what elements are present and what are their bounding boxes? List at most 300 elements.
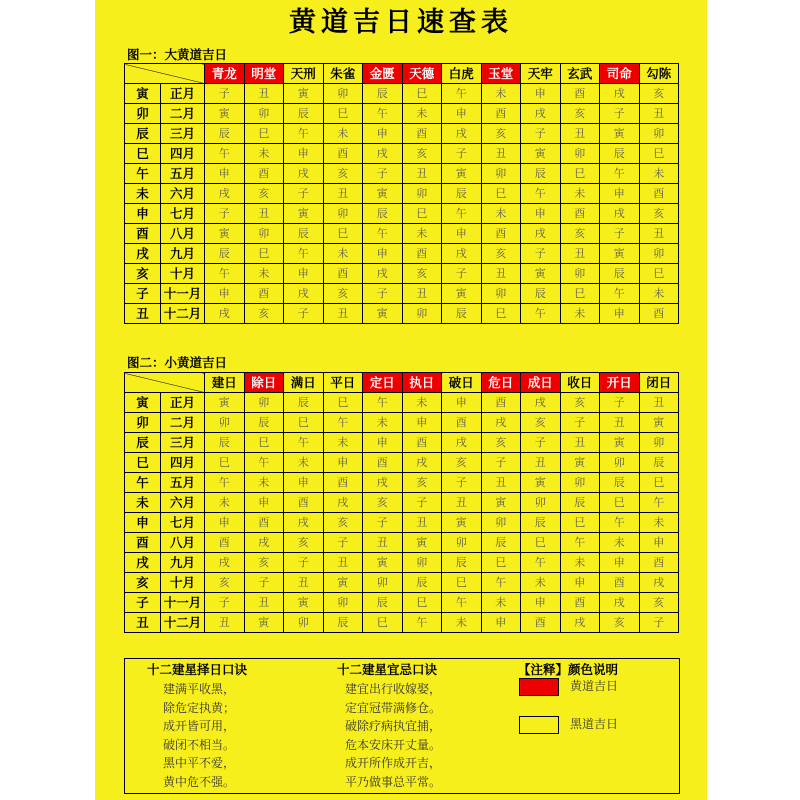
- table-cell: 戌: [521, 224, 561, 244]
- month-cell: 七月: [161, 513, 205, 533]
- column-header: 满日: [284, 373, 324, 393]
- table2-caption: 图二：小黄道吉日: [127, 355, 228, 370]
- branch-cell: 未: [125, 184, 161, 204]
- table-cell: 戌: [560, 613, 600, 633]
- rhyme-line: 破除疗病执宜捕，: [345, 719, 442, 733]
- table-cell: 未: [639, 284, 679, 304]
- month-cell: 六月: [161, 493, 205, 513]
- branch-cell: 丑: [125, 613, 161, 633]
- table-row: [125, 393, 679, 413]
- table-cell: 午: [442, 593, 482, 613]
- table-cell: 卯: [284, 613, 324, 633]
- table-cell: 申: [284, 473, 324, 493]
- table-cell: 子: [521, 124, 561, 144]
- table-cell: 丑: [244, 84, 284, 104]
- table-cell: 子: [205, 593, 245, 613]
- table-cell: 寅: [639, 413, 679, 433]
- table-cell: 亥: [244, 304, 284, 324]
- table-cell: 戌: [600, 593, 640, 613]
- table-cell: 子: [363, 284, 403, 304]
- table-row: [125, 144, 679, 164]
- table-cell: 亥: [205, 573, 245, 593]
- table-cell: 子: [284, 304, 324, 324]
- table-cell: 丑: [244, 593, 284, 613]
- table-cell: 卯: [481, 513, 521, 533]
- table-cell: 寅: [442, 513, 482, 533]
- column-header: 除日: [244, 373, 284, 393]
- branch-cell: 申: [125, 204, 161, 224]
- branch-cell: 午: [125, 473, 161, 493]
- table-cell: 未: [560, 304, 600, 324]
- table-cell: 亥: [442, 453, 482, 473]
- table-cell: 申: [442, 224, 482, 244]
- column-header: 开日: [600, 373, 640, 393]
- table-cell: 午: [363, 393, 403, 413]
- table-cell: 丑: [402, 164, 442, 184]
- table-cell: 亥: [560, 393, 600, 413]
- table-cell: 卯: [244, 104, 284, 124]
- table-cell: 午: [205, 144, 245, 164]
- month-cell: 四月: [161, 453, 205, 473]
- table-cell: 寅: [363, 304, 403, 324]
- table-cell: 丑: [639, 104, 679, 124]
- table-cell: 巳: [639, 264, 679, 284]
- table-cell: 子: [481, 453, 521, 473]
- table-cell: 巳: [244, 433, 284, 453]
- table-row: [125, 244, 679, 264]
- table-cell: 未: [481, 84, 521, 104]
- table-cell: 子: [284, 184, 324, 204]
- table-cell: 午: [521, 304, 561, 324]
- table-cell: 戌: [481, 413, 521, 433]
- table-row: [125, 453, 679, 473]
- table-cell: 子: [244, 573, 284, 593]
- branch-cell: 辰: [125, 433, 161, 453]
- table-cell: 丑: [323, 304, 363, 324]
- month-cell: 五月: [161, 164, 205, 184]
- table-cell: 寅: [442, 164, 482, 184]
- table-cell: 午: [600, 284, 640, 304]
- table-cell: 巳: [560, 164, 600, 184]
- table-cell: 巳: [284, 413, 324, 433]
- table-cell: 子: [402, 493, 442, 513]
- table-cell: 巳: [402, 204, 442, 224]
- month-cell: 六月: [161, 184, 205, 204]
- table-cell: 午: [600, 164, 640, 184]
- table-cell: 丑: [363, 533, 403, 553]
- column-header: 朱雀: [323, 64, 363, 84]
- column-header: 建日: [205, 373, 245, 393]
- table-cell: 辰: [205, 244, 245, 264]
- table-cell: 酉: [639, 553, 679, 573]
- table-cell: 酉: [639, 184, 679, 204]
- month-cell: 二月: [161, 104, 205, 124]
- table-cell: 巳: [363, 613, 403, 633]
- table-row: [125, 473, 679, 493]
- branch-cell: 子: [125, 284, 161, 304]
- table-row: [125, 284, 679, 304]
- table-cell: 戌: [323, 493, 363, 513]
- table-cell: 巳: [205, 453, 245, 473]
- month-cell: 十二月: [161, 304, 205, 324]
- table-cell: 酉: [560, 204, 600, 224]
- table-cell: 寅: [284, 204, 324, 224]
- rhyme-line: 危本安床开丈量。: [345, 737, 442, 752]
- table-cell: 丑: [521, 453, 561, 473]
- table-cell: 巳: [560, 284, 600, 304]
- table-cell: 未: [402, 104, 442, 124]
- table-cell: 亥: [244, 184, 284, 204]
- table-cell: 未: [323, 433, 363, 453]
- table-cell: 丑: [481, 144, 521, 164]
- branch-cell: 卯: [125, 413, 161, 433]
- rhyme2-heading: 十二建星宜忌口诀: [337, 662, 438, 677]
- branch-cell: 寅: [125, 393, 161, 413]
- table-cell: 辰: [284, 393, 324, 413]
- table-cell: 辰: [363, 204, 403, 224]
- table-cell: 丑: [560, 124, 600, 144]
- table-cell: 申: [323, 453, 363, 473]
- table-cell: 丑: [560, 433, 600, 453]
- table-cell: 申: [442, 104, 482, 124]
- legend-swatch-yellow: [519, 716, 559, 734]
- branch-cell: 亥: [125, 573, 161, 593]
- table-cell: 辰: [442, 304, 482, 324]
- table-cell: 子: [521, 244, 561, 264]
- table1-caption: 图一：大黄道吉日: [127, 47, 228, 62]
- column-header: 成日: [521, 373, 561, 393]
- table-cell: 戌: [600, 84, 640, 104]
- table-cell: 酉: [402, 433, 442, 453]
- table-cell: 巳: [481, 304, 521, 324]
- table-cell: 子: [442, 264, 482, 284]
- table-row: [125, 513, 679, 533]
- table-cell: 丑: [205, 613, 245, 633]
- branch-cell: 未: [125, 493, 161, 513]
- table-row: [125, 613, 679, 633]
- header-corner-cell: [125, 64, 205, 84]
- table-cell: 申: [600, 304, 640, 324]
- table-cell: 丑: [600, 413, 640, 433]
- table-cell: 巳: [402, 593, 442, 613]
- table-cell: 亥: [284, 533, 324, 553]
- table-cell: 巳: [600, 493, 640, 513]
- table-cell: 申: [442, 393, 482, 413]
- table-cell: 戌: [402, 453, 442, 473]
- month-cell: 正月: [161, 84, 205, 104]
- table-cell: 辰: [521, 164, 561, 184]
- table-cell: 酉: [402, 124, 442, 144]
- table-cell: 巳: [560, 513, 600, 533]
- table-cell: 丑: [323, 553, 363, 573]
- table-cell: 巳: [521, 533, 561, 553]
- table-row: [125, 593, 679, 613]
- table-cell: 寅: [205, 393, 245, 413]
- branch-cell: 亥: [125, 264, 161, 284]
- table-row: [125, 104, 679, 124]
- rhyme-line: 除危定执黄；: [163, 700, 236, 715]
- column-header: 勾陈: [639, 64, 679, 84]
- table-cell: 卯: [639, 433, 679, 453]
- table-cell: 午: [284, 244, 324, 264]
- table-row: [125, 553, 679, 573]
- table-cell: 亥: [402, 264, 442, 284]
- table-cell: 戌: [639, 573, 679, 593]
- rhyme-line: 定宜冠带满修仓。: [345, 700, 442, 715]
- table-cell: 亥: [481, 433, 521, 453]
- table-cell: 巳: [323, 104, 363, 124]
- table-cell: 巳: [442, 573, 482, 593]
- table-cell: 未: [560, 553, 600, 573]
- table-cell: 丑: [244, 204, 284, 224]
- table-cell: 辰: [284, 224, 324, 244]
- month-cell: 三月: [161, 124, 205, 144]
- branch-cell: 子: [125, 593, 161, 613]
- table-cell: 辰: [442, 553, 482, 573]
- table-cell: 未: [402, 393, 442, 413]
- table-cell: 子: [284, 553, 324, 573]
- table-cell: 亥: [639, 593, 679, 613]
- header-row: [125, 64, 679, 84]
- table-cell: 卯: [560, 264, 600, 284]
- column-header: 天牢: [521, 64, 561, 84]
- table-cell: 辰: [521, 284, 561, 304]
- table-cell: 未: [442, 613, 482, 633]
- table-cell: 辰: [244, 413, 284, 433]
- table-cell: 戌: [521, 393, 561, 413]
- table-cell: 辰: [402, 573, 442, 593]
- table-cell: 辰: [600, 144, 640, 164]
- table-cell: 未: [481, 593, 521, 613]
- table-cell: 卯: [323, 84, 363, 104]
- table-cell: 卯: [481, 164, 521, 184]
- branch-cell: 丑: [125, 304, 161, 324]
- column-header: 明堂: [244, 64, 284, 84]
- table-cell: 巳: [639, 144, 679, 164]
- table-cell: 酉: [639, 304, 679, 324]
- table-cell: 卯: [560, 144, 600, 164]
- column-header: 定日: [363, 373, 403, 393]
- table-cell: 卯: [521, 493, 561, 513]
- table-cell: 亥: [363, 493, 403, 513]
- table-cell: 午: [402, 613, 442, 633]
- table-cell: 子: [323, 533, 363, 553]
- table-cell: 寅: [521, 473, 561, 493]
- table-cell: 亥: [244, 553, 284, 573]
- table-cell: 卯: [205, 413, 245, 433]
- table-cell: 申: [521, 204, 561, 224]
- table-cell: 子: [205, 84, 245, 104]
- table-cell: 戌: [442, 433, 482, 453]
- table-row: [125, 224, 679, 244]
- table-cell: 午: [244, 453, 284, 473]
- table-cell: 子: [600, 104, 640, 124]
- branch-cell: 卯: [125, 104, 161, 124]
- table-cell: 酉: [560, 593, 600, 613]
- table-cell: 午: [521, 184, 561, 204]
- table-cell: 酉: [481, 224, 521, 244]
- table-cell: 卯: [560, 473, 600, 493]
- table-cell: 戌: [521, 104, 561, 124]
- table-cell: 未: [402, 224, 442, 244]
- table-row: [125, 433, 679, 453]
- rhyme-line: 建宜出行收嫁娶，: [345, 682, 442, 696]
- table-cell: 子: [442, 144, 482, 164]
- table-cell: 亥: [323, 164, 363, 184]
- table-cell: 未: [244, 144, 284, 164]
- branch-cell: 酉: [125, 533, 161, 553]
- month-cell: 九月: [161, 244, 205, 264]
- table-row: [125, 184, 679, 204]
- table-cell: 丑: [639, 224, 679, 244]
- table-cell: 寅: [244, 613, 284, 633]
- rhyme-line: 黄中危不强。: [163, 774, 236, 789]
- legend-label-yellow: 黑道吉日: [570, 717, 619, 731]
- table-cell: 亥: [481, 244, 521, 264]
- month-cell: 正月: [161, 393, 205, 413]
- table-cell: 寅: [600, 433, 640, 453]
- table-cell: 未: [560, 184, 600, 204]
- table-cell: 辰: [363, 593, 403, 613]
- table-cell: 申: [402, 413, 442, 433]
- table-cell: 未: [481, 204, 521, 224]
- table-cell: 丑: [639, 393, 679, 413]
- table-cell: 子: [639, 613, 679, 633]
- month-cell: 十一月: [161, 593, 205, 613]
- table-cell: 巳: [402, 84, 442, 104]
- table-cell: 亥: [323, 513, 363, 533]
- table-cell: 酉: [244, 164, 284, 184]
- branch-cell: 酉: [125, 224, 161, 244]
- table-cell: 酉: [402, 244, 442, 264]
- table-cell: 午: [481, 573, 521, 593]
- table-cell: 丑: [402, 284, 442, 304]
- table-cell: 辰: [442, 184, 482, 204]
- table-cell: 酉: [363, 453, 403, 473]
- month-cell: 十月: [161, 573, 205, 593]
- month-cell: 四月: [161, 144, 205, 164]
- table-cell: 酉: [205, 533, 245, 553]
- table-cell: 申: [363, 124, 403, 144]
- table-cell: 申: [363, 244, 403, 264]
- table-cell: 戌: [284, 164, 324, 184]
- table-cell: 酉: [284, 493, 324, 513]
- table-row: [125, 264, 679, 284]
- table-cell: 酉: [244, 513, 284, 533]
- table-cell: 午: [600, 513, 640, 533]
- table-cell: 卯: [639, 124, 679, 144]
- table-cell: 卯: [639, 244, 679, 264]
- legend-swatch-red: [519, 678, 559, 696]
- table-cell: 寅: [560, 453, 600, 473]
- column-header: 金匮: [363, 64, 403, 84]
- column-header: 玉堂: [481, 64, 521, 84]
- table-cell: 巳: [323, 224, 363, 244]
- month-cell: 五月: [161, 473, 205, 493]
- table-cell: 酉: [600, 573, 640, 593]
- table-row: [125, 304, 679, 324]
- table-cell: 酉: [442, 413, 482, 433]
- table-cell: 丑: [323, 184, 363, 204]
- table-cell: 午: [284, 433, 324, 453]
- branch-cell: 戌: [125, 244, 161, 264]
- table-cell: 戌: [244, 533, 284, 553]
- table-cell: 戌: [205, 184, 245, 204]
- table-cell: 申: [481, 613, 521, 633]
- table-cell: 申: [205, 284, 245, 304]
- table-cell: 戌: [363, 144, 403, 164]
- table-cell: 卯: [442, 533, 482, 553]
- table-cell: 申: [205, 164, 245, 184]
- table-cell: 辰: [481, 533, 521, 553]
- table-cell: 午: [639, 493, 679, 513]
- table-cell: 辰: [363, 84, 403, 104]
- column-header: 司命: [600, 64, 640, 84]
- table-cell: 戌: [205, 553, 245, 573]
- table-cell: 亥: [560, 104, 600, 124]
- table-cell: 未: [323, 244, 363, 264]
- column-header: 平日: [323, 373, 363, 393]
- table-cell: 巳: [639, 473, 679, 493]
- month-cell: 九月: [161, 553, 205, 573]
- table-cell: 寅: [481, 493, 521, 513]
- table-cell: 酉: [244, 284, 284, 304]
- column-header: 危日: [481, 373, 521, 393]
- table-cell: 午: [284, 124, 324, 144]
- table-cell: 申: [560, 573, 600, 593]
- table-cell: 未: [323, 124, 363, 144]
- table-cell: 丑: [481, 473, 521, 493]
- table-cell: 巳: [481, 184, 521, 204]
- table-cell: 辰: [639, 453, 679, 473]
- table-cell: 卯: [323, 204, 363, 224]
- table-row: [125, 124, 679, 144]
- table-cell: 丑: [560, 244, 600, 264]
- table-cell: 戌: [442, 244, 482, 264]
- table-cell: 戌: [442, 124, 482, 144]
- table-cell: 未: [521, 573, 561, 593]
- table-cell: 亥: [560, 224, 600, 244]
- column-header: 天刑: [284, 64, 324, 84]
- rhyme-line: 建满平收黑，: [163, 682, 236, 696]
- table-cell: 未: [363, 413, 403, 433]
- table-cell: 寅: [284, 84, 324, 104]
- table-cell: 丑: [442, 493, 482, 513]
- branch-cell: 巳: [125, 144, 161, 164]
- table-row: [125, 493, 679, 513]
- branch-cell: 巳: [125, 453, 161, 473]
- column-header: 执日: [402, 373, 442, 393]
- table-cell: 午: [205, 264, 245, 284]
- table-cell: 寅: [600, 124, 640, 144]
- table-cell: 寅: [205, 224, 245, 244]
- table-row: [125, 164, 679, 184]
- header-row: [125, 373, 679, 393]
- table-cell: 酉: [323, 264, 363, 284]
- table-cell: 巳: [481, 553, 521, 573]
- column-header: 玄武: [560, 64, 600, 84]
- table-cell: 丑: [402, 513, 442, 533]
- table-cell: 寅: [521, 264, 561, 284]
- table-cell: 戌: [205, 304, 245, 324]
- month-cell: 十一月: [161, 284, 205, 304]
- table-cell: 午: [560, 533, 600, 553]
- table-cell: 亥: [481, 124, 521, 144]
- page-title: 黄道吉日速查表: [289, 7, 513, 38]
- table-cell: 戌: [600, 204, 640, 224]
- column-header: 天德: [402, 64, 442, 84]
- table-cell: 未: [639, 513, 679, 533]
